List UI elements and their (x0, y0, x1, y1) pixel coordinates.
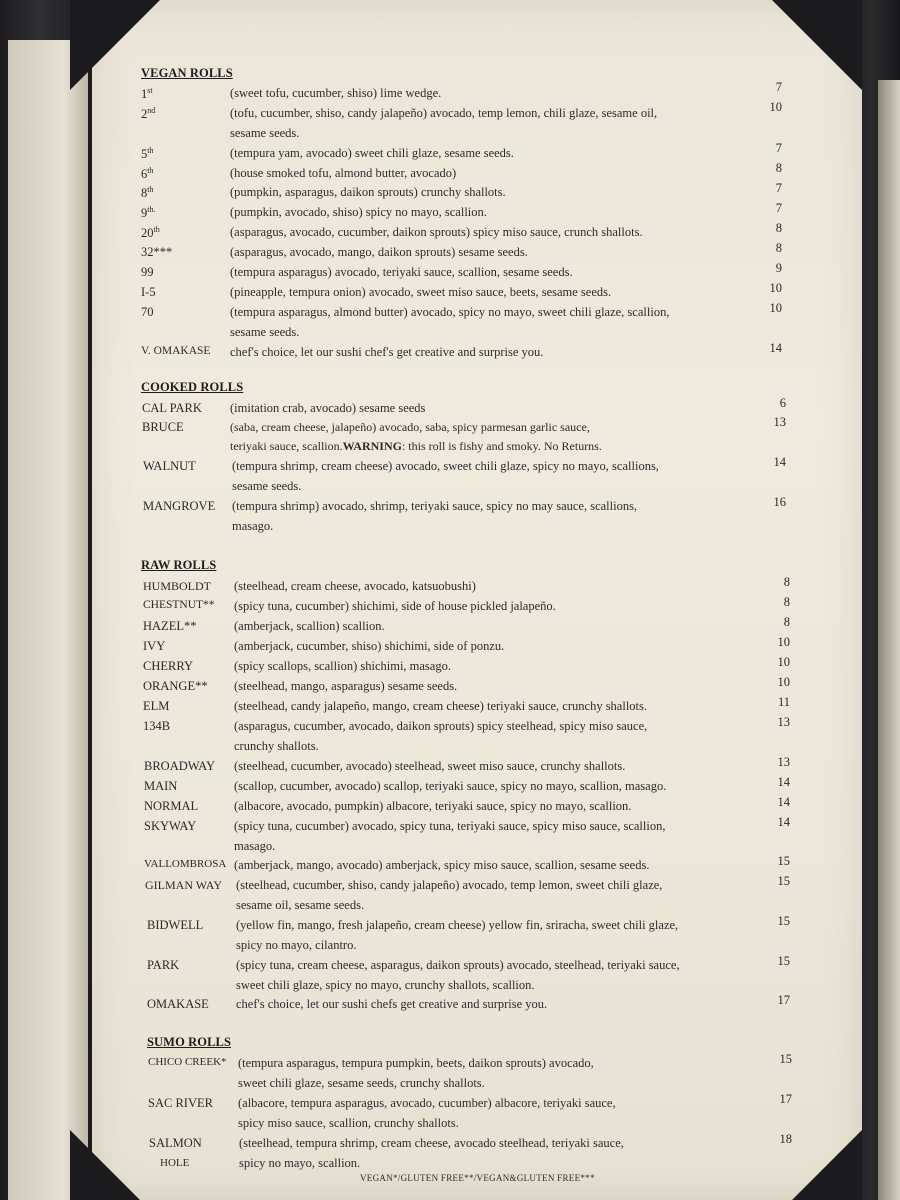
item-name: ORANGE** (143, 679, 208, 693)
item-desc-cont: masago. (234, 839, 276, 853)
item-desc: (tempura shrimp, cream cheese) avocado, sweet chili glaze, spicy no mayo, scallions, (232, 459, 659, 473)
item-name: SALMON (149, 1136, 202, 1150)
item-desc: (pineapple, tempura onion) avocado, sweet miso sauce, beets, sesame seeds. (230, 285, 612, 299)
desc-part: : this roll is fishy and smoky. No Returns. (401, 439, 602, 453)
item-desc: (amberjack, cucumber, shiso) shichimi, side of ponzu. (234, 639, 505, 653)
item-desc: (spicy tuna, cucumber) shichimi, side of house pickled jalapeño. (234, 599, 556, 613)
item-desc: chef's choice, let our sushi chefs get creative and surprise you. (236, 997, 548, 1011)
desc-part: teriyaki sauce, scallion. (230, 439, 343, 453)
item-desc-cont: sweet chili glaze, spicy no mayo, crunchy shallots, scallion. (236, 978, 535, 992)
item-desc: (asparagus, avocado, mango, daikon sprouts) sesame seeds. (230, 245, 528, 259)
item-name: MAIN (144, 779, 178, 793)
item-desc: (steelhead, cucumber, shiso, candy jalapeño) avocado, temp lemon, sweet chili glaze, (236, 878, 663, 892)
item-price: 15 (779, 1052, 792, 1066)
item-desc: (asparagus, cucumber, avocado, daikon sprouts) spicy steelhead, spicy miso sauce, (234, 719, 648, 733)
item-name: $9^{th.}$ (141, 205, 156, 221)
item-price: 10 (777, 635, 790, 649)
item-desc: (house smoked tofu, almond butter, avocado) (230, 166, 457, 180)
item-name: GILMAN WAY (145, 878, 223, 892)
item-name: 6th (141, 166, 154, 182)
item-desc: (scallop, cucumber, avocado) scallop, teriyaki sauce, spicy no mayo, scallion, masago. (234, 779, 667, 793)
item-name: 5th (141, 146, 154, 162)
item-desc: (albacore, avocado, pumpkin) albacore, teriyaki sauce, spicy no mayo, scallion. (234, 799, 632, 813)
item-name: SKYWAY (144, 819, 197, 833)
item-price: 8 (775, 161, 782, 175)
item-desc: (steelhead, tempura shrimp, cream cheese, avocado steelhead, teriyaki sauce, (239, 1136, 624, 1150)
item-name: 70 (141, 305, 154, 319)
item-price: 15 (777, 914, 790, 928)
ordinal-suffix: th (153, 225, 160, 234)
item-desc: (pumpkin, asparagus, daikon sprouts) crunchy shallots. (230, 185, 506, 199)
item-desc: chef's choice, let our sushi chef's get creative and surprise you. (230, 345, 544, 359)
item-price: 10 (769, 100, 782, 114)
ordinal-suffix: st (147, 86, 153, 95)
item-desc-cont: sesame oil, sesame seeds. (236, 898, 365, 912)
item-name: VALLOMBROSA (144, 858, 227, 870)
item-price: 7 (775, 201, 782, 215)
item-desc: (asparagus, avocado, cucumber, daikon sprouts) spicy miso sauce, crunch shallots. (230, 225, 643, 239)
item-desc: (imitation crab, avocado) sesame seeds (230, 401, 426, 415)
item-desc: (tempura asparagus, almond butter) avocado, spicy no mayo, sweet chili glaze, scallion, (230, 305, 670, 319)
corner-top-left (70, 0, 160, 90)
item-price: 17 (779, 1092, 792, 1106)
item-name: BRUCE (142, 420, 184, 434)
corner-top-right (772, 0, 862, 90)
item-desc: (tofu, cucumber, shiso, candy jalapeño) avocado, temp lemon, chili glaze, sesame oil, (230, 106, 658, 120)
item-desc: (sweet tofu, cucumber, shiso) lime wedge. (230, 86, 442, 100)
warning-label: WARNING (342, 439, 402, 453)
item-desc: (steelhead, cream cheese, avocado, katsuobushi) (234, 579, 476, 593)
item-price: 14 (773, 455, 786, 469)
item-price: 16 (773, 495, 786, 509)
item-name: 99 (141, 265, 154, 279)
item-name: BROADWAY (144, 759, 216, 773)
item-desc: (spicy scallops, scallion) shichimi, masago. (234, 659, 451, 673)
item-desc-cont: sesame seeds. (232, 479, 302, 493)
item-price: 15 (777, 954, 790, 968)
item-desc-cont: sesame seeds. (230, 325, 300, 339)
ordinal-suffix: nd (147, 106, 156, 115)
item-desc: (steelhead, cucumber, avocado) steelhead, sweet miso sauce, crunchy shallots. (234, 759, 626, 773)
item-name: ELM (143, 699, 170, 713)
item-desc: (spicy tuna, cream cheese, asparagus, daikon sprouts) avocado, steelhead, teriyaki sauce, (236, 958, 680, 972)
item-desc-cont: sesame seeds. (230, 126, 300, 140)
item-price: 8 (775, 221, 782, 235)
section-title-vegan: VEGAN ROLLS (141, 66, 233, 80)
item-name: CHICO CREEK* (148, 1056, 227, 1068)
ordinal-suffix: th (147, 166, 154, 175)
item-price: 7 (775, 141, 782, 155)
item-price: 14 (777, 815, 790, 829)
item-name: 8th (141, 185, 154, 201)
item-name: 134B (143, 719, 171, 733)
item-desc: (amberjack, mango, avocado) amberjack, spicy miso sauce, scallion, sesame seeds. (234, 858, 650, 872)
item-price: 17 (777, 993, 790, 1007)
item-desc: (pumpkin, avocado, shiso) spicy no mayo, scallion. (230, 205, 487, 219)
item-name: HUMBOLDT (143, 579, 211, 593)
item-name: BIDWELL (147, 918, 204, 932)
item-price: 18 (779, 1132, 792, 1146)
item-price: 9 (775, 261, 782, 275)
item-price: 10 (777, 655, 790, 669)
section-title-cooked: COOKED ROLLS (141, 380, 244, 394)
item-price: 10 (769, 301, 782, 315)
item-desc: (tempura asparagus, tempura pumpkin, beets, daikon sprouts) avocado, (238, 1056, 594, 1070)
item-price: 13 (777, 715, 790, 729)
item-desc-cont: spicy no mayo, cilantro. (236, 938, 357, 952)
item-desc: (steelhead, mango, asparagus) sesame seeds. (234, 679, 458, 693)
item-desc-cont (230, 436, 750, 456)
item-price: 14 (769, 341, 782, 355)
item-price: 7 (775, 80, 782, 94)
item-desc: (amberjack, scallion) scallion. (234, 619, 385, 633)
section-title-raw: RAW ROLLS (141, 558, 217, 572)
item-name: MANGROVE (143, 499, 216, 513)
item-desc-cont: masago. (232, 519, 274, 533)
item-price: 8 (775, 241, 782, 255)
item-name: WALNUT (143, 459, 196, 473)
item-price: 6 (779, 396, 786, 410)
item-name: 2nd (141, 106, 156, 122)
item-name-cont: HOLE (160, 1157, 190, 1169)
item-desc: (saba, cream cheese, jalapeño) avocado, saba, spicy parmesan garlic sauce, (230, 420, 590, 434)
item-name: CAL PARK (142, 401, 202, 415)
item-desc: (yellow fin, mango, fresh jalapeño, cream cheese) yellow fin, sriracha, sweet chili glaze, (236, 918, 679, 932)
item-price: 14 (777, 775, 790, 789)
item-name: SAC RIVER (148, 1096, 213, 1110)
corner-bottom-right (792, 1130, 862, 1200)
item-price: 15 (777, 854, 790, 868)
item-name: I-5 (141, 285, 156, 299)
ordinal-suffix: th (147, 185, 154, 194)
item-price: 8 (783, 595, 790, 609)
item-price: 15 (777, 874, 790, 888)
item-desc: (albacore, tempura asparagus, avocado, cucumber) albacore, teriyaki sauce, (238, 1096, 616, 1110)
item-name: HAZEL** (143, 619, 197, 633)
corner-bottom-left (70, 1130, 140, 1200)
item-name: NORMAL (144, 799, 199, 813)
item-name: CHESTNUT** (143, 599, 215, 611)
item-name: 1st (141, 86, 153, 102)
item-price: 8 (783, 575, 790, 589)
item-name: CHERRY (143, 659, 194, 673)
item-price: 10 (777, 675, 790, 689)
item-name: IVY (143, 639, 166, 653)
item-desc: (spicy tuna, cucumber) avocado, spicy tuna, teriyaki sauce, spicy miso sauce, scallion, (234, 819, 666, 833)
item-desc-cont: spicy no mayo, scallion. (239, 1156, 361, 1170)
item-desc: (steelhead, candy jalapeño, mango, cream cheese) teriyaki sauce, crunchy shallots. (234, 699, 648, 713)
item-name: V. OMAKASE (141, 345, 211, 357)
section-title-sumo: SUMO ROLLS (147, 1035, 232, 1049)
dietary-legend: VEGAN*/GLUTEN FREE**/VEGAN&GLUTEN FREE*** (360, 1173, 595, 1183)
item-name: 32*** (141, 245, 173, 259)
item-price: 8 (783, 615, 790, 629)
item-desc-cont: crunchy shallots. (234, 739, 319, 753)
item-name: PARK (147, 958, 180, 972)
item-desc-cont: spicy miso sauce, scallion, crunchy shallots. (238, 1116, 459, 1130)
item-desc: (tempura asparagus) avocado, teriyaki sauce, scallion, sesame seeds. (230, 265, 573, 279)
item-name: OMAKASE (147, 997, 209, 1011)
item-desc: (tempura shrimp) avocado, shrimp, teriyaki sauce, spicy no may sauce, scallions, (232, 499, 638, 513)
item-price: 10 (769, 281, 782, 295)
item-price: 13 (777, 755, 790, 769)
item-desc-cont: sweet chili glaze, sesame seeds, crunchy shallots. (238, 1076, 485, 1090)
item-price: 7 (775, 181, 782, 195)
item-price: 11 (777, 695, 790, 709)
item-price: 14 (777, 795, 790, 809)
item-price: 13 (773, 415, 786, 429)
ordinal-suffix: th (147, 146, 154, 155)
item-desc: (tempura yam, avocado) sweet chili glaze, sesame seeds. (230, 146, 514, 160)
ordinal-suffix: th. (147, 205, 156, 214)
item-name: 20th (141, 225, 160, 241)
